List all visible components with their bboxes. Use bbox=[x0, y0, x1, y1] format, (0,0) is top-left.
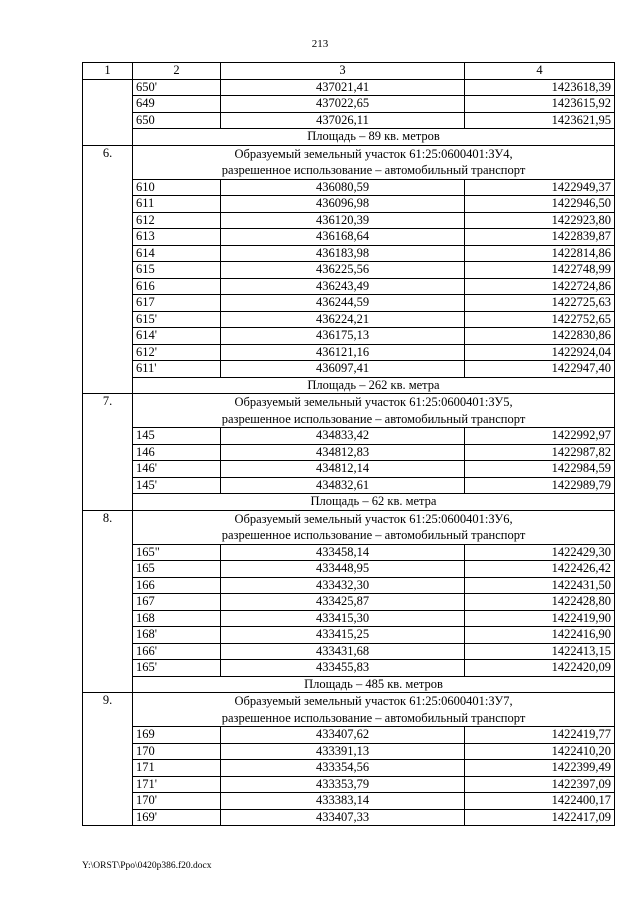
y-coordinate-cell: 1422431,50 bbox=[465, 577, 615, 594]
area-cell: Площадь – 89 кв. метров bbox=[133, 129, 615, 146]
point-number-cell: 615 bbox=[133, 262, 221, 279]
table-row bbox=[83, 245, 615, 262]
area-row bbox=[83, 129, 615, 146]
x-coordinate-cell: 433448,95 bbox=[221, 561, 465, 578]
point-number-cell: 617 bbox=[133, 295, 221, 312]
y-coordinate-cell: 1422420,09 bbox=[465, 660, 615, 677]
point-number-cell: 611' bbox=[133, 361, 221, 378]
table-row bbox=[83, 96, 615, 113]
x-coordinate-cell: 434812,14 bbox=[221, 461, 465, 478]
x-coordinate-cell: 433415,25 bbox=[221, 627, 465, 644]
section-header-row bbox=[83, 510, 615, 544]
point-number-cell: 612' bbox=[133, 344, 221, 361]
coordinates-table bbox=[82, 62, 615, 826]
header-cell-3: 3 bbox=[221, 63, 465, 80]
parcel-title: Образуемый земельный участок 61:25:0600401:ЗУ6, bbox=[234, 511, 513, 526]
x-coordinate-cell: 436121,16 bbox=[221, 344, 465, 361]
x-coordinate-cell: 436097,41 bbox=[221, 361, 465, 378]
point-number-cell: 649 bbox=[133, 96, 221, 113]
table-row bbox=[83, 428, 615, 445]
x-coordinate-cell: 433415,30 bbox=[221, 610, 465, 627]
x-coordinate-cell: 433391,13 bbox=[221, 743, 465, 760]
area-cell: Площадь – 62 кв. метра bbox=[133, 494, 615, 511]
y-coordinate-cell: 1422416,90 bbox=[465, 627, 615, 644]
x-coordinate-cell: 436096,98 bbox=[221, 196, 465, 213]
y-coordinate-cell: 1422429,30 bbox=[465, 544, 615, 561]
y-coordinate-cell: 1422400,17 bbox=[465, 793, 615, 810]
table-row bbox=[83, 627, 615, 644]
y-coordinate-cell: 1422410,20 bbox=[465, 743, 615, 760]
point-number-cell: 168' bbox=[133, 627, 221, 644]
y-coordinate-cell: 1422947,40 bbox=[465, 361, 615, 378]
x-coordinate-cell: 433458,14 bbox=[221, 544, 465, 561]
table-row bbox=[83, 461, 615, 478]
y-coordinate-cell: 1422989,79 bbox=[465, 477, 615, 494]
y-coordinate-cell: 1422413,15 bbox=[465, 643, 615, 660]
item-number-cell bbox=[83, 79, 133, 145]
table-row bbox=[83, 196, 615, 213]
x-coordinate-cell: 433383,14 bbox=[221, 793, 465, 810]
coordinates-table-body bbox=[83, 63, 615, 826]
point-number-cell: 145' bbox=[133, 477, 221, 494]
point-number-cell: 170 bbox=[133, 743, 221, 760]
x-coordinate-cell: 433432,30 bbox=[221, 577, 465, 594]
x-coordinate-cell: 433407,33 bbox=[221, 809, 465, 826]
x-coordinate-cell: 436224,21 bbox=[221, 311, 465, 328]
point-number-cell: 171 bbox=[133, 760, 221, 777]
y-coordinate-cell: 1422992,97 bbox=[465, 428, 615, 445]
parcel-permitted-use: разрешенное использование – автомобильный транспорт bbox=[221, 411, 526, 426]
table-row bbox=[83, 311, 615, 328]
table-row bbox=[83, 610, 615, 627]
page-number: 213 bbox=[311, 38, 329, 50]
table-row bbox=[83, 544, 615, 561]
point-number-cell: 169 bbox=[133, 727, 221, 744]
point-number-cell: 611 bbox=[133, 196, 221, 213]
header-cell-1: 1 bbox=[83, 63, 133, 80]
point-number-cell: 613 bbox=[133, 229, 221, 246]
table-row bbox=[83, 727, 615, 744]
y-coordinate-cell: 1422924,04 bbox=[465, 344, 615, 361]
x-coordinate-cell: 436080,59 bbox=[221, 179, 465, 196]
table-row bbox=[83, 594, 615, 611]
table-row bbox=[83, 760, 615, 777]
y-coordinate-cell: 1422397,09 bbox=[465, 776, 615, 793]
y-coordinate-cell: 1422814,86 bbox=[465, 245, 615, 262]
x-coordinate-cell: 434833,42 bbox=[221, 428, 465, 445]
y-coordinate-cell: 1422949,37 bbox=[465, 179, 615, 196]
table-row bbox=[83, 477, 615, 494]
area-row bbox=[83, 676, 615, 693]
point-number-cell: 610 bbox=[133, 179, 221, 196]
y-coordinate-cell: 1422426,42 bbox=[465, 561, 615, 578]
table-row bbox=[83, 743, 615, 760]
x-coordinate-cell: 436183,98 bbox=[221, 245, 465, 262]
parcel-permitted-use: разрешенное использование – автомобильный транспорт bbox=[221, 163, 526, 177]
y-coordinate-cell: 1422724,86 bbox=[465, 278, 615, 295]
y-coordinate-cell: 1422428,80 bbox=[465, 594, 615, 611]
point-number-cell: 170' bbox=[133, 793, 221, 810]
point-number-cell: 166 bbox=[133, 577, 221, 594]
table-row bbox=[83, 79, 615, 96]
table-row bbox=[83, 660, 615, 677]
file-path-footer: Y:\ORST\Ppo\0420p386.f20.docx bbox=[82, 861, 212, 871]
table-row bbox=[83, 229, 615, 246]
point-number-cell: 612 bbox=[133, 212, 221, 229]
x-coordinate-cell: 436168,64 bbox=[221, 229, 465, 246]
table-row bbox=[83, 112, 615, 129]
point-number-cell: 166' bbox=[133, 643, 221, 660]
x-coordinate-cell: 433407,62 bbox=[221, 727, 465, 744]
point-number-cell: 167 bbox=[133, 594, 221, 611]
section-header-row bbox=[83, 394, 615, 428]
x-coordinate-cell: 436120,39 bbox=[221, 212, 465, 229]
table-row bbox=[83, 328, 615, 345]
x-coordinate-cell: 437021,41 bbox=[221, 79, 465, 96]
x-coordinate-cell: 436243,49 bbox=[221, 278, 465, 295]
x-coordinate-cell: 437026,11 bbox=[221, 112, 465, 129]
y-coordinate-cell: 1422984,59 bbox=[465, 461, 615, 478]
y-coordinate-cell: 1422399,49 bbox=[465, 760, 615, 777]
table-row bbox=[83, 444, 615, 461]
item-number-cell: 7. bbox=[83, 394, 133, 511]
y-coordinate-cell: 1423618,39 bbox=[465, 79, 615, 96]
table-row bbox=[83, 344, 615, 361]
x-coordinate-cell: 434832,61 bbox=[221, 477, 465, 494]
point-number-cell: 614' bbox=[133, 328, 221, 345]
section-header-row bbox=[83, 693, 615, 727]
y-coordinate-cell: 1422417,09 bbox=[465, 809, 615, 826]
point-number-cell: 615' bbox=[133, 311, 221, 328]
x-coordinate-cell: 433353,79 bbox=[221, 776, 465, 793]
point-number-cell: 171' bbox=[133, 776, 221, 793]
x-coordinate-cell: 433431,68 bbox=[221, 643, 465, 660]
header-cell-2: 2 bbox=[133, 63, 221, 80]
table-row bbox=[83, 793, 615, 810]
point-number-cell: 165' bbox=[133, 660, 221, 677]
parcel-permitted-use: разрешенное использование – автомобильный транспорт bbox=[221, 528, 526, 542]
table-row bbox=[83, 278, 615, 295]
parcel-title: Образуемый земельный участок 61:25:0600401:ЗУ7, bbox=[234, 694, 513, 708]
y-coordinate-cell: 1423621,95 bbox=[465, 112, 615, 129]
point-number-cell: 165" bbox=[133, 544, 221, 561]
point-number-cell: 169' bbox=[133, 809, 221, 826]
x-coordinate-cell: 434812,83 bbox=[221, 444, 465, 461]
parcel-permitted-use: разрешенное использование – автомобильный транспорт bbox=[221, 710, 526, 725]
table-row bbox=[83, 361, 615, 378]
y-coordinate-cell: 1422748,99 bbox=[465, 262, 615, 279]
point-number-cell: 146 bbox=[133, 444, 221, 461]
x-coordinate-cell: 436244,59 bbox=[221, 295, 465, 312]
y-coordinate-cell: 1422946,50 bbox=[465, 196, 615, 213]
point-number-cell: 168 bbox=[133, 610, 221, 627]
parcel-description-cell bbox=[133, 394, 615, 428]
y-coordinate-cell: 1422752,65 bbox=[465, 311, 615, 328]
point-number-cell: 650 bbox=[133, 112, 221, 129]
table-row bbox=[83, 561, 615, 578]
x-coordinate-cell: 433354,56 bbox=[221, 760, 465, 777]
y-coordinate-cell: 1422419,77 bbox=[465, 727, 615, 744]
y-coordinate-cell: 1422830,86 bbox=[465, 328, 615, 345]
table-row bbox=[83, 179, 615, 196]
table-row bbox=[83, 809, 615, 826]
parcel-description-cell bbox=[133, 145, 615, 179]
table-row bbox=[83, 577, 615, 594]
y-coordinate-cell: 1422923,80 bbox=[465, 212, 615, 229]
item-number-cell: 9. bbox=[83, 693, 133, 826]
parcel-description-cell bbox=[133, 693, 615, 727]
parcel-title: Образуемый земельный участок 61:25:0600401:ЗУ5, bbox=[234, 395, 513, 409]
area-row bbox=[83, 377, 615, 394]
table-row bbox=[83, 776, 615, 793]
area-cell: Площадь – 262 кв. метра bbox=[133, 377, 615, 394]
x-coordinate-cell: 433425,87 bbox=[221, 594, 465, 611]
table-row bbox=[83, 643, 615, 660]
header-row bbox=[83, 63, 615, 80]
table-row bbox=[83, 262, 615, 279]
point-number-cell: 616 bbox=[133, 278, 221, 295]
item-number-cell: 8. bbox=[83, 510, 133, 693]
item-number-cell: 6. bbox=[83, 145, 133, 394]
header-cell-4: 4 bbox=[465, 63, 615, 80]
point-number-cell: 145 bbox=[133, 428, 221, 445]
x-coordinate-cell: 433455,83 bbox=[221, 660, 465, 677]
area-cell: Площадь – 485 кв. метров bbox=[133, 676, 615, 693]
x-coordinate-cell: 436225,56 bbox=[221, 262, 465, 279]
table-row bbox=[83, 295, 615, 312]
table-row bbox=[83, 212, 615, 229]
y-coordinate-cell: 1422987,82 bbox=[465, 444, 615, 461]
point-number-cell: 614 bbox=[133, 245, 221, 262]
parcel-description-cell bbox=[133, 510, 615, 544]
section-header-row bbox=[83, 145, 615, 179]
parcel-title: Образуемый земельный участок 61:25:0600401:ЗУ4, bbox=[234, 146, 513, 161]
area-row bbox=[83, 494, 615, 511]
point-number-cell: 165 bbox=[133, 561, 221, 578]
point-number-cell: 146' bbox=[133, 461, 221, 478]
y-coordinate-cell: 1422725,63 bbox=[465, 295, 615, 312]
x-coordinate-cell: 437022,65 bbox=[221, 96, 465, 113]
y-coordinate-cell: 1422839,87 bbox=[465, 229, 615, 246]
x-coordinate-cell: 436175,13 bbox=[221, 328, 465, 345]
y-coordinate-cell: 1422419,90 bbox=[465, 610, 615, 627]
point-number-cell: 650' bbox=[133, 79, 221, 96]
y-coordinate-cell: 1423615,92 bbox=[465, 96, 615, 113]
